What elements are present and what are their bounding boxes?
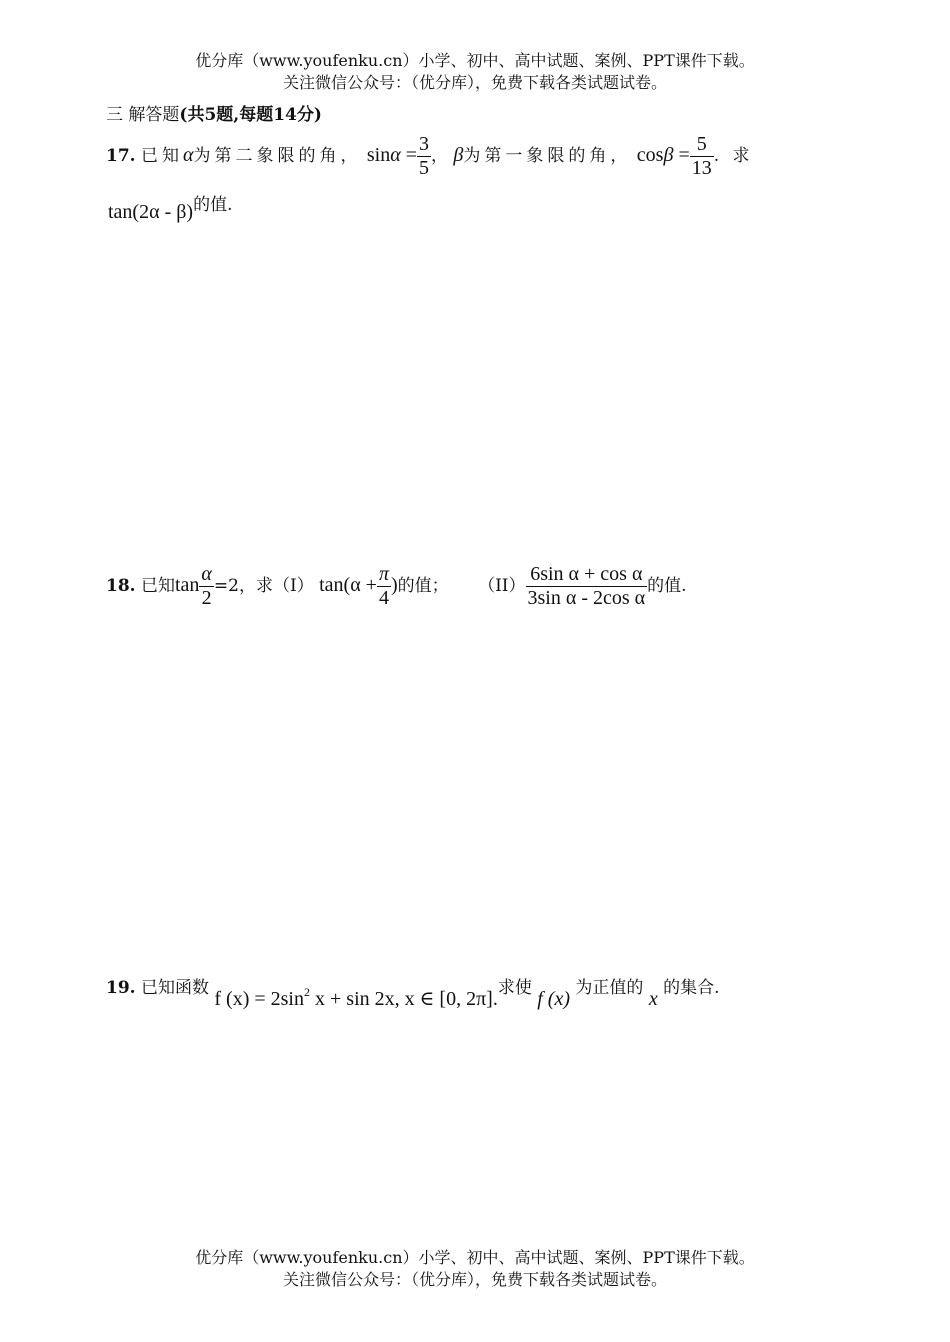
q18-fraction-den: 3sin α - 2cos α [527,586,646,609]
q18-expr-1-b: ) [391,574,398,596]
q18-number: 18. [106,576,136,596]
q17-text-4: . 求 [713,146,754,166]
q17-alpha: α [182,144,194,166]
q17-cos-den: 13 [691,156,712,179]
q19-text-2: 求使 [497,978,532,998]
q18-pi-fraction [377,564,391,609]
q17-cos-eq: = [678,144,690,166]
q19-x: x [648,988,658,1010]
q17-sin: sin [366,144,391,166]
q17-cos: cos [636,144,664,166]
question-17 [106,128,754,183]
q18-pi-den: 4 [378,586,389,609]
q17-cos-formula [636,132,714,179]
q17-text-2: 为第二象限的角， [193,146,362,166]
q17-sin-den: 5 [419,156,430,179]
q18-text-5: 的值. [647,576,687,596]
q17-sin-fraction [417,134,431,179]
question-19 [106,960,720,1008]
q19-function-a: f (x) = 2sin [214,988,304,1010]
q18-tan: tan [174,574,200,596]
footer-line-2: 关注微信公众号：（优分库），免费下载各类试题试卷。 [282,1270,667,1289]
header-line-2: 关注微信公众号：（优分库），免费下载各类试题试卷。 [282,73,667,92]
q18-pi-num: π [378,562,389,585]
section-heading [106,100,322,125]
header-line-1: 优分库（www.youfenku.cn）小学、初中、高中试题、案例、PPT课件下载。 [195,51,755,70]
question-17-line-2 [108,185,232,233]
q18-main-fraction [526,562,648,609]
q18-text-2: =2，求（I） [213,576,314,596]
q18-tan-half [174,562,214,609]
q19-square: 2 [304,985,310,999]
q19-text-3: 为正值的 [575,978,644,998]
q18-half-fraction [199,564,214,609]
q17-expression: tan(2α - β) [108,201,194,223]
q19-text-1: 已知函数 [140,978,209,998]
q18-half-den: 2 [201,586,212,609]
section-prefix: 三 解答题 [106,105,180,125]
q18-fraction-num: 6sin α + cos α [530,562,643,585]
q17-text-1: 已知 [140,146,183,166]
q18-text-3: 的值； [397,576,449,596]
q17-sin-num: 3 [419,132,430,155]
q19-number: 19. [106,978,136,998]
q17-cos-num: 5 [696,132,707,155]
q18-half-num: α [201,562,212,585]
q18-text-1: 已知 [140,576,175,596]
q19-fx: f (x) [537,988,571,1010]
q17-number: 17. [106,146,136,166]
q18-expr-1-a: tan(α + [319,574,377,596]
q18-expr-1 [319,562,398,609]
q19-function-b: x + sin 2x, x ∈ [0, 2π]. [310,988,498,1010]
q17-beta: β [453,144,464,166]
section-detail: (共5题,每题14分) [179,105,322,125]
q18-text-4: （II） [478,576,526,596]
q17-cos-fraction [690,134,714,179]
q17-sin-eq: = [405,144,418,166]
q17-text-3: 为第一象限的角， [463,146,632,166]
q19-text-4: 的集合. [663,978,720,998]
question-18 [106,558,687,613]
footer-line-1: 优分库（www.youfenku.cn）小学、初中、高中试题、案例、PPT课件下载。 [195,1248,755,1267]
q17-sin-alpha: α [390,144,401,166]
q19-function [214,985,498,1010]
q17-sin-formula [366,132,431,179]
q17-text-5: 的值. [193,195,233,215]
q17-cos-beta: β [663,144,674,166]
q17-comma: ， [431,146,449,166]
